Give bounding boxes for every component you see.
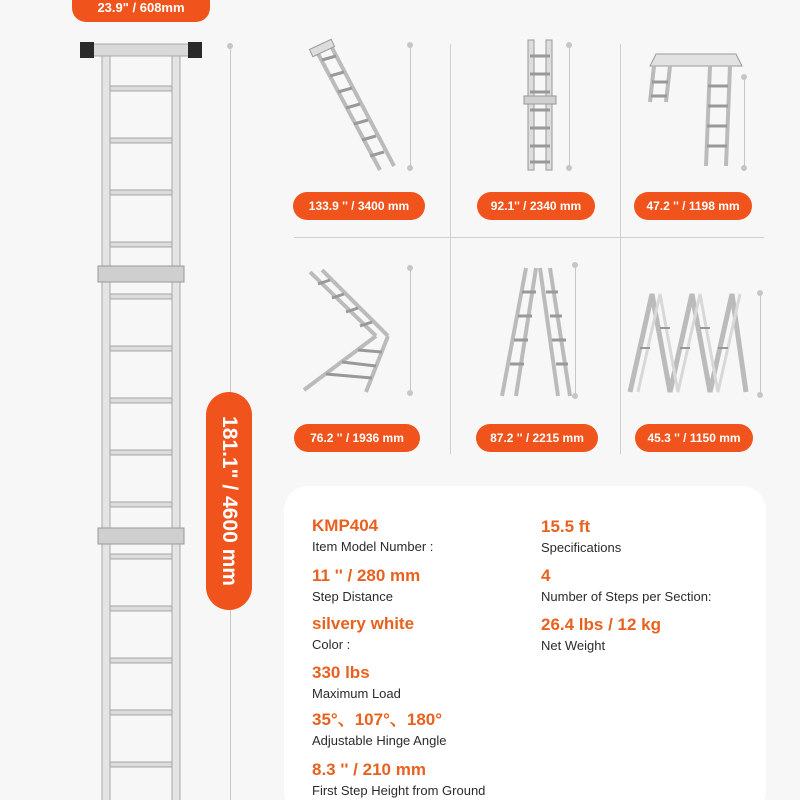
spec-net-weight: 26.4 lbs / 12 kg Net Weight [541,615,662,653]
dim-dot [407,390,413,396]
main-ladder [80,38,202,800]
dim-dot [407,165,413,171]
ladder-rung [110,606,172,611]
ladder-rung [110,346,172,351]
dim-dot [757,392,763,398]
dim-line [744,77,745,167]
ladder-rung [110,294,172,299]
config-label-2: 92.1'' / 2340 mm [477,192,595,220]
spec-hinge-angle: 35°、107°、180° Adjustable Hinge Angle [312,710,447,748]
spec-model: KMP404 Item Model Number : [312,516,434,554]
dim-dot [572,393,578,399]
ladder-rung [110,450,172,455]
grid-separator-vertical-1 [450,44,451,454]
spec-specifications: 15.5 ft Specifications [541,517,622,555]
ladder-rung [110,190,172,195]
height-dimension-text: 181.1" / 4600 mm [218,416,242,586]
ladder-rung [110,554,172,559]
grid-separator-horizontal [294,237,764,238]
width-dimension-badge [72,0,210,22]
ladder-rung [110,710,172,715]
spec-color: silvery white Color : [312,614,415,652]
ladder-hinge [98,528,184,544]
spec-first-step-height: 8.3 '' / 210 mm First Step Height from Ground [312,760,486,798]
ladder-rung [110,762,172,767]
wall-ladder-upright-icon [522,36,558,172]
ladder-rung [110,658,172,663]
extension-ladder-leaning-icon [300,38,400,178]
config-label-6: 45.3 '' / 1150 mm [635,424,753,452]
folded-ladder-icon [626,288,750,400]
ladder-rung [110,242,172,247]
dim-dot [566,165,572,171]
spec-steps-per-section: 4 Number of Steps per Section: [541,566,712,604]
grid-separator-vertical-2 [620,44,621,454]
scaffold-ladder-icon [646,48,746,170]
specification-card [284,486,766,800]
dim-line [410,45,411,167]
ladder-rung [110,138,172,143]
config-label-1: 133.9 '' / 3400 mm [293,192,425,220]
dim-line [760,293,761,393]
ladder-rung [110,502,172,507]
extended-ladder-icon [80,38,202,800]
a-frame-leaning-icon [296,266,396,398]
width-dimension-text: 23.9" / 608mm [97,0,185,15]
ladder-rung [110,86,172,91]
spec-step-distance: 11 '' / 280 mm Step Distance [312,566,421,604]
config-label-4: 76.2 '' / 1936 mm [294,424,420,452]
height-dimension-badge [206,392,252,610]
dim-line [410,268,411,392]
dim-line [575,265,576,395]
ladder-rung [110,398,172,403]
spec-max-load: 330 lbs Maximum Load [312,663,401,701]
a-frame-ladder-icon [496,262,576,400]
dim-dot [741,165,747,171]
config-label-3: 47.2 '' / 1198 mm [634,192,752,220]
ladder-hinge [98,266,184,282]
config-label-5: 87.2 '' / 2215 mm [476,424,598,452]
dim-line [569,45,570,167]
